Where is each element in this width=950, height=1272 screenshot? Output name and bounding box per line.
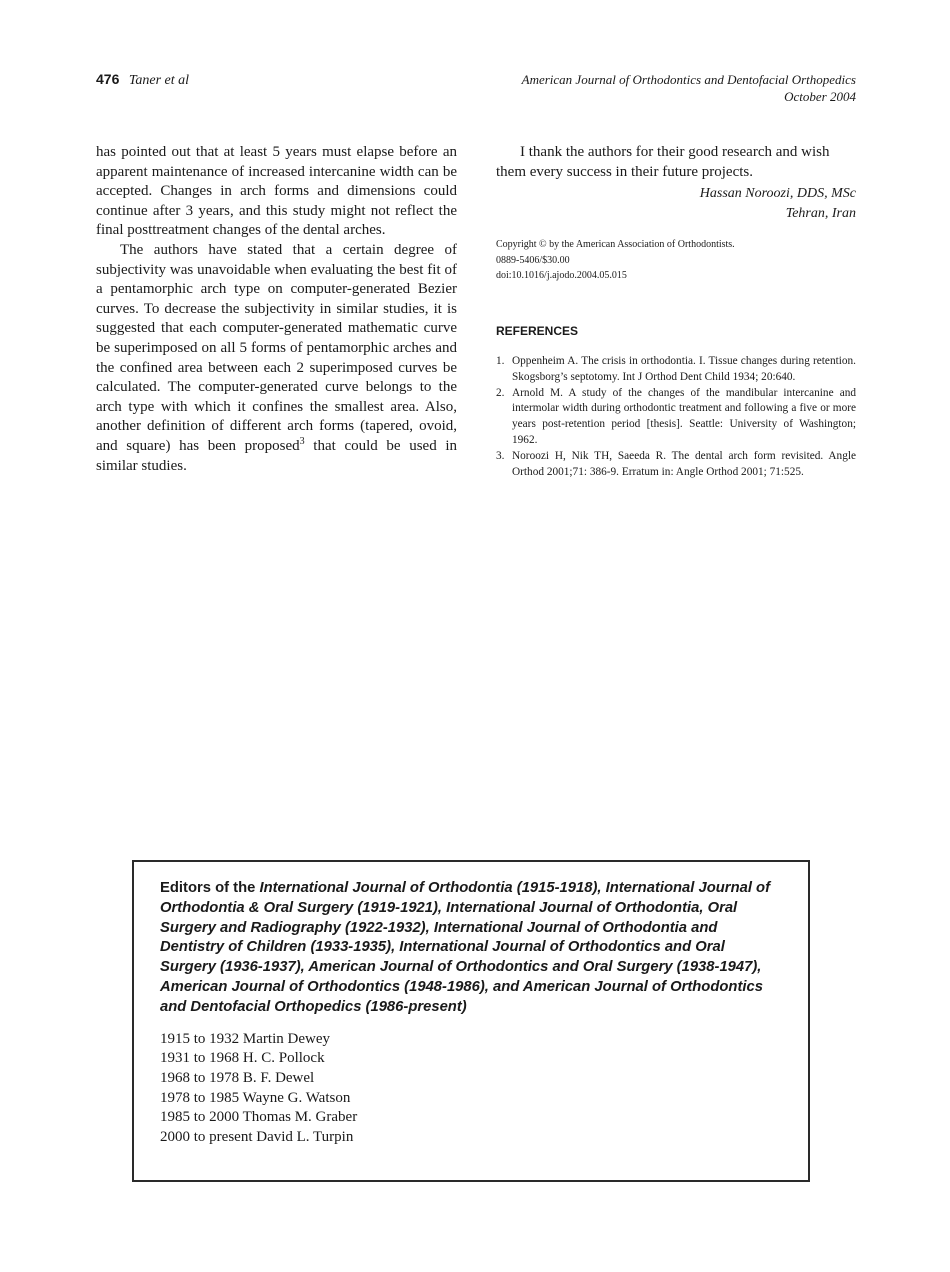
signature-location: Tehran, Iran [785, 205, 856, 221]
reference-text: Noroozi H, Nik TH, Saeeda R. The dental arch form revisited. Angle Orthod 2001;71: 386-9. Erratum in: Angle Orthod 2001; 71:525. [512, 450, 856, 479]
issn-line: 0889-5406/$30.00 [496, 254, 570, 266]
references-heading: REFERENCES [496, 323, 579, 338]
reference-number: 1. [496, 354, 505, 367]
reference-item [496, 386, 856, 450]
copyright-block [496, 237, 856, 284]
right-column [496, 143, 856, 481]
editor-entry: 2000 to present David L. Turpin [160, 1129, 354, 1146]
copyright-line: Copyright © by the American Association of Orthodontists. [496, 239, 735, 251]
citation-superscript: 3 [299, 435, 305, 447]
editor-entry: 1931 to 1968 H. C. Pollock [160, 1050, 325, 1067]
body-paragraph: has pointed out that at least 5 years must elapse before an apparent maintenance of increased intercanine width can be accepted. Changes in arch forms and dimensions could continue after 3 years, and this study might not reflect the final posttreatment changes of the dental arches. [96, 144, 457, 239]
editor-entry: 1978 to 1985 Wayne G. Watson [160, 1089, 351, 1106]
journal-name: American Journal of Orthodontics and Dentofacial Orthopedics [521, 72, 856, 87]
editors-list [160, 1030, 784, 1148]
editors-box-title [160, 879, 784, 1018]
editor-entry: 1985 to 2000 Thomas M. Graber [160, 1109, 358, 1126]
left-column [96, 143, 457, 476]
editor-entry: 1968 to 1978 B. F. Dewel [160, 1069, 315, 1086]
editor-entry: 1915 to 1932 Martin Dewey [160, 1030, 330, 1047]
journal-history: International Journal of Orthodontia (1915-1918), International Journal of Orthodontia & Oral Surgery (1919-1921), International Journal of Orthodontia, Oral Surgery and Radiography (1922-1932), International Journal of Orthodontia and Dentistry of Children (1933-1935), International Journal of Orthodontics and Oral Surgery (1936-1937), American Journal of Orthodontics and Oral Surgery (1938-1947), American Journal of Orthodontics (1948-1986), and American Journal of Orthodontics and Dentofacial Orthopedics (1986-present) [160, 880, 771, 1015]
reference-text: Oppenheim A. The crisis in orthodontia. I. Tissue changes during retention. Skogsborg’s septotomy. Int J Orthod Dent Child 1934; 20:640. [512, 354, 856, 383]
references-list [496, 354, 856, 481]
title-prefix: Editors of the [160, 880, 260, 896]
running-header-left [96, 71, 189, 89]
paragraph-text: that could be used in similar studies. [96, 437, 458, 474]
reference-number: 2. [496, 386, 505, 399]
signature-name: Hassan Noroozi, DDS, MSc [699, 186, 856, 202]
body-paragraph [96, 241, 457, 476]
closing-paragraph: I thank the authors for their good research and wish them every success in their future projects. [496, 144, 830, 180]
reference-item [496, 449, 856, 481]
running-header-right [436, 71, 856, 105]
doi-line: doi:10.1016/j.ajodo.2004.05.015 [496, 270, 627, 282]
running-authors: Taner et al [128, 73, 190, 88]
paragraph-text: The authors have stated that a certain degree of subjectivity was unavoidable when evaluating the best fit of a pentamorphic arch type on computer-generated Bezier curves. To decrease the subjectivity in similar studies, it is suggested that each computer-generated mathematic curve be superimposed on all 5 forms of pentamorphic arches and the confined area between each 2 superimposed curves be calculated. The computer-generated curve belongs to the arch type with which it confines the smallest area. Also, another definition of different arch forms (tapered, ovoid, and square) has been proposed [96, 241, 457, 454]
reference-number: 3. [496, 450, 505, 463]
page-number: 476 [96, 71, 120, 87]
issue-date: October 2004 [784, 89, 856, 104]
editors-box [132, 860, 810, 1182]
reference-item [496, 354, 856, 386]
reference-text: Arnold M. A study of the changes of the mandibular intercanine and intermolar width during orthodontic treatment and following a five or more years post-retention period [thesis]. Seattle: University of Washington; 1962. [512, 386, 856, 447]
